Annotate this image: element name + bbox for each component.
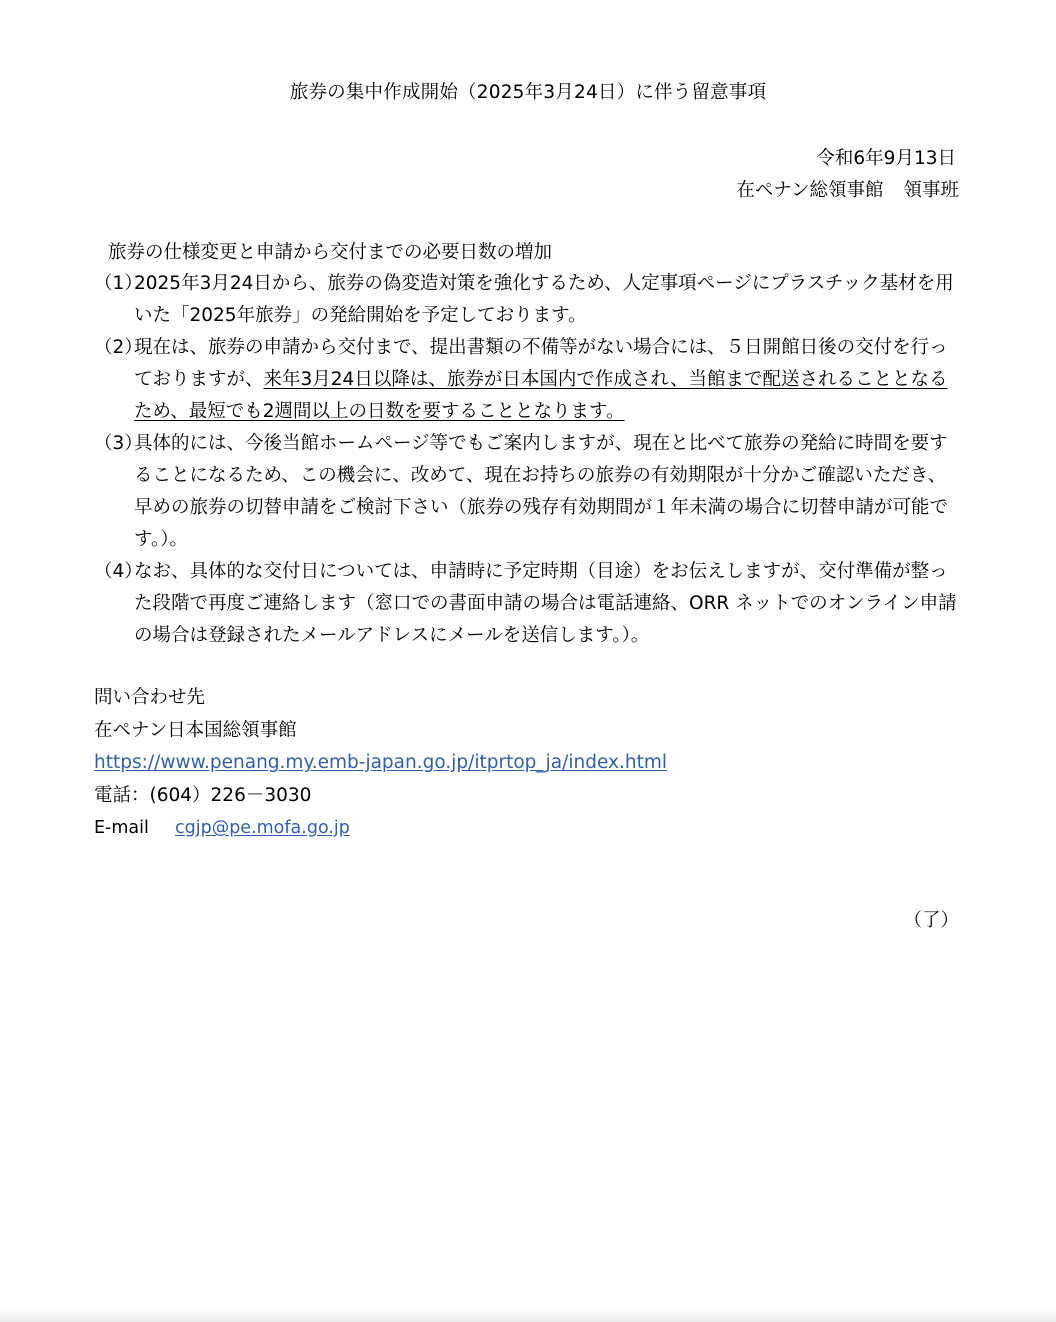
contact-heading: 問い合わせ先	[94, 687, 206, 708]
list-item-2	[94, 332, 964, 428]
email-link[interactable]: cgjp@pe.mofa.go.jp	[175, 818, 350, 838]
item-number: （3）	[94, 433, 143, 454]
document-title: 旅券の集中作成開始（2025年3月24日）に伴う留意事項	[289, 82, 767, 103]
issue-date: 令和6年9月13日	[816, 148, 956, 169]
item-number: （2）	[94, 337, 143, 358]
issuer	[736, 176, 959, 202]
item-list	[94, 268, 964, 652]
contact-phone: 電話：(604）226－3030	[94, 784, 312, 806]
issuer-section: 領事班	[903, 180, 959, 201]
item-text: なお、具体的な交付日については、申請時に予定時期（目途）をお伝えしますが、交付準備が整った段階で再度ご連絡します（窓口での書面申請の場合は電話連絡、ORR ネットでのオンライン申請の場合は登録されたメールアドレスにメールを送信します。）。	[134, 561, 957, 646]
list-item-1	[94, 268, 964, 332]
item-underlined-text: 来年3月24日以降は、旅券が日本国内で作成され、当館まで配送されることとなるため、最短でも2週間以上の日数を要することとなります。	[134, 369, 948, 422]
list-item-3	[94, 428, 964, 556]
contact-name: 在ペナン日本国総領事館	[94, 719, 297, 741]
list-item-4	[94, 556, 964, 652]
contact-block	[94, 682, 667, 845]
email-row	[94, 812, 667, 845]
website-link[interactable]: https://www.penang.my.emb-japan.go.jp/itprtop_ja/index.html	[94, 752, 668, 773]
email-label: E-mail	[94, 818, 149, 838]
item-number: （1）	[94, 273, 143, 294]
section-heading: 旅券の仕様変更と申請から交付までの必要日数の増加	[108, 242, 553, 263]
item-text: 現在は、旅券の申請から交付まで、提出書類の不備等がない場合には、５日開館日後の交付を行っておりますが、	[134, 337, 948, 390]
page-bottom-edge	[0, 1308, 1056, 1322]
end-mark: （了）	[903, 910, 959, 931]
item-text: 2025年3月24日から、旅券の偽変造対策を強化するため、人定事項ページにプラスチック基材を用いた「2025年旅券」の発給開始を予定しております。	[134, 273, 954, 326]
issuer-office: 在ペナン総領事館	[736, 180, 884, 201]
item-number: （4）	[94, 561, 143, 582]
item-text: 具体的には、今後当館ホームページ等でもご案内しますが、現在と比べて旅券の発給に時間を要することになるため、この機会に、改めて、現在お持ちの旅券の有効期限が十分かご確認いただき、早めの旅券の切替申請をご検討下さい（旅券の残存有効期間が１年未満の場合に切替申請が可能です。）。	[134, 433, 949, 550]
